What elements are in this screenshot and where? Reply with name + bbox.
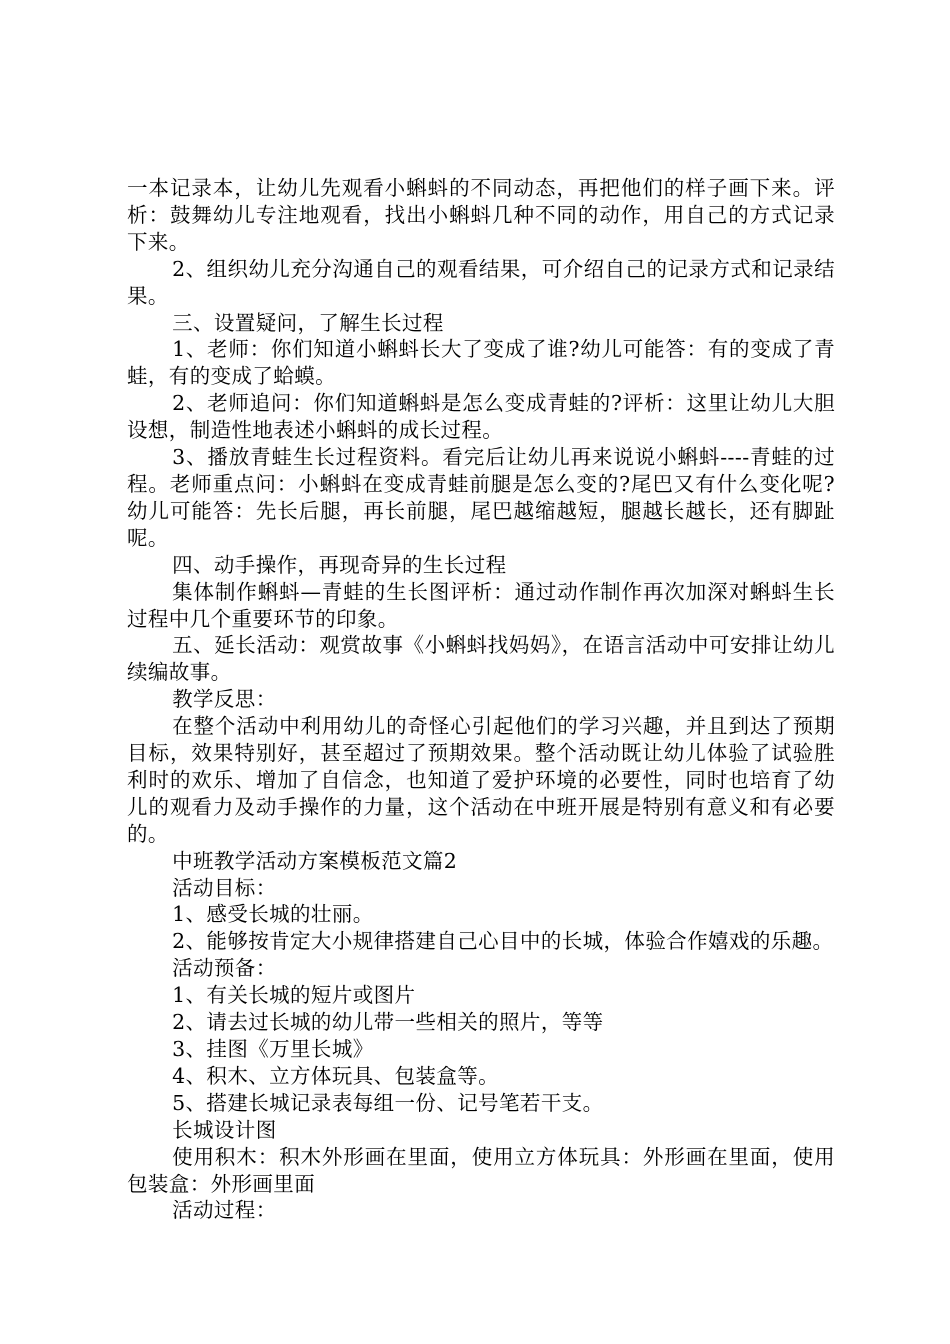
paragraph-teacher-followup: 2、老师追问：你们知道蝌蚪是怎么变成青蛙的?评析：这里让幼儿大胆设想，制造性地表述小蝌蚪的成长过程。: [127, 391, 835, 443]
paragraph-group-making: 集体制作蝌蚪—青蛙的生长图评析：通过动作制作再次加深对蝌蚪生长过程中几个重要环节的印象。: [127, 579, 835, 631]
heading-activity-goals: 活动目标：: [172, 875, 277, 900]
section-heading-questions: 三、设置疑问，了解生长过程: [172, 310, 444, 335]
paragraph-play-material: 3、播放青蛙生长过程资料。看完后让幼儿再来说说小蝌蚪----青蛙的过程。老师重点问：小蝌蚪在变成青蛙前腿是怎么变的?尾巴又有什么变化呢?幼儿可能答：先长后腿，再长前腿，尾巴越缩越短，腿越长越长，还有脚趾呢。: [127, 445, 835, 550]
paragraph-reflection: 在整个活动中利用幼儿的奇怪心引起他们的学习兴趣，并且到达了预期目标，效果特别好，甚至超过了预期效果。整个活动既让幼儿体验了试验胜利时的欢乐、增加了自信念，也知道了爱护环境的必要性，同时也培育了幼儿的观看力及动手操作的力量，这个活动在中班开展是特别有意义和有必要的。: [127, 714, 835, 846]
prep-item-4: 4、积木、立方体玩具、包装盒等。: [172, 1063, 500, 1088]
goal-item-1: 1、感受长城的壮丽。: [172, 902, 374, 927]
paragraph-design-usage: 使用积木：积木外形画在里面，使用立方体玩具：外形画在里面，使用包装盒：外形画里面: [127, 1144, 835, 1196]
paragraph-recording-activity: 一本记录本，让幼儿先观看小蝌蚪的不同动态，再把他们的样子画下来。评析：鼓舞幼儿专注地观看，找出小蝌蚪几种不同的动作，用自己的方式记录下来。: [127, 176, 835, 254]
prep-item-5: 5、搭建长城记录表每组一份、记号笔若干支。: [172, 1090, 604, 1115]
heading-great-wall-design: 长城设计图: [172, 1117, 277, 1142]
prep-item-1: 1、有关长城的短片或图片: [172, 983, 416, 1008]
paragraph-share-results: 2、组织幼儿充分沟通自己的观看结果，可介绍自己的记录方式和记录结果。: [127, 256, 835, 308]
document-body: [127, 175, 835, 1224]
prep-item-3: 3、挂图《万里长城》: [172, 1037, 374, 1061]
heading-activity-preparation: 活动预备：: [172, 956, 277, 981]
prep-item-2: 2、请去过长城的幼儿带一些相关的照片，等等: [172, 1010, 604, 1035]
section-heading-extension: 五、延长活动：观赏故事《小蝌蚪找妈妈》，在语言活动中可安排让幼儿续编故事。: [127, 633, 835, 685]
goal-item-2: 2、能够按肯定大小规律搭建自己心目中的长城，体验合作嬉戏的乐趣。: [172, 929, 834, 954]
paragraph-teacher-question: 1、老师：你们知道小蝌蚪长大了变成了谁?幼儿可能答：有的变成了青蛙，有的变成了蛤蟆。: [127, 337, 835, 389]
heading-plan-2: 中班教学活动方案模板范文篇2: [172, 848, 458, 873]
heading-activity-process: 活动过程：: [172, 1198, 277, 1223]
heading-teaching-reflection: 教学反思：: [172, 687, 277, 712]
section-heading-hands-on: 四、动手操作，再现奇异的生长过程: [172, 552, 507, 577]
